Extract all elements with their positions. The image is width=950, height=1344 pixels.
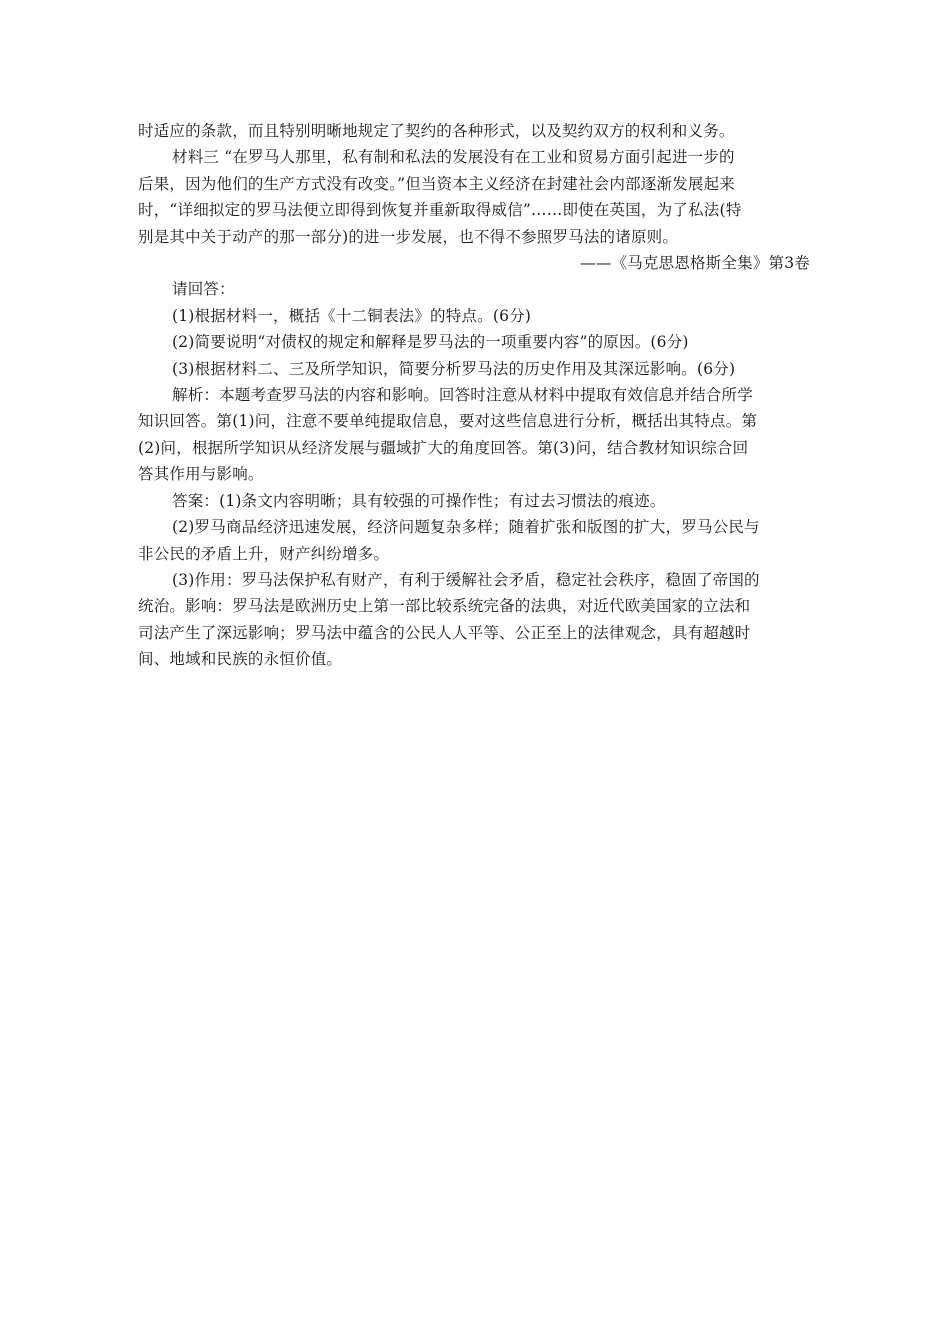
material-three-line: 材料三 “在罗马人那里，私有制和私法的发展没有在工业和贸易方面引起进一步的 xyxy=(172,148,735,167)
analysis-line: (2)问，根据所学知识从经济发展与疆域扩大的角度回答。第(3)问，结合教材知识综合回 xyxy=(138,438,749,457)
question-prompt: 请回答： xyxy=(172,280,235,299)
paragraph-line: 时，“详细拟定的罗马法便立即得到恢复并重新取得威信”……即使在英国，为了私法(特 xyxy=(138,201,742,220)
analysis-line: 答其作用与影响。 xyxy=(138,465,264,484)
answer-3-cont: 间、地域和民族的永恒价值。 xyxy=(138,650,343,669)
answer-3: (3)作用：罗马法保护私有财产，有利于缓解社会矛盾，稳定社会秩序，稳固了帝国的 xyxy=(172,570,760,589)
paragraph-line: 时适应的条款，而且特别明晰地规定了契约的各种形式，以及契约双方的权利和义务。 xyxy=(138,122,735,140)
citation-source: ——《马克思恩格斯全集》第3卷 xyxy=(580,254,810,273)
answer-2: (2)罗马商品经济迅速发展，经济问题复杂多样；随着扩张和版图的扩大，罗马公民与 xyxy=(172,518,760,537)
answer-3-cont: 统治。影响：罗马法是欧洲历史上第一部比较系统完备的法典，对近代欧美国家的立法和 xyxy=(138,597,751,616)
paragraph-line: 别是其中关于动产的那一部分)的进一步发展，也不得不参照罗马法的诸原则。 xyxy=(138,227,679,246)
answer-2-cont: 非公民的矛盾上升，财产纠纷增多。 xyxy=(138,544,390,563)
document-page xyxy=(138,118,810,673)
paragraph-line: 后果，因为他们的生产方式没有改变。”但当资本主义经济在封建社会内部逐渐发展起来 xyxy=(138,174,735,193)
answer-1: 答案：(1)条文内容明晰；具有较强的可操作性；有过去习惯法的痕迹。 xyxy=(172,491,666,510)
question-1: (1)根据材料一，概括《十二铜表法》的特点。(6分) xyxy=(172,306,532,325)
analysis-line: 解析：本题考查罗马法的内容和影响。回答时注意从材料中提取有效信息并结合所学 xyxy=(172,386,753,405)
question-3: (3)根据材料二、三及所学知识，简要分析罗马法的历史作用及其深远影响。(6分) xyxy=(172,359,736,378)
analysis-line: 知识回答。第(1)问，注意不要单纯提取信息，要对这些信息进行分析，概括出其特点。第 xyxy=(138,412,758,431)
question-2: (2)简要说明“对债权的规定和解释是罗马法的一项重要内容”的原因。(6分) xyxy=(172,333,689,352)
answer-3-cont: 司法产生了深远影响；罗马法中蕴含的公民人人平等、公正至上的法律观念，具有超越时 xyxy=(138,623,751,642)
